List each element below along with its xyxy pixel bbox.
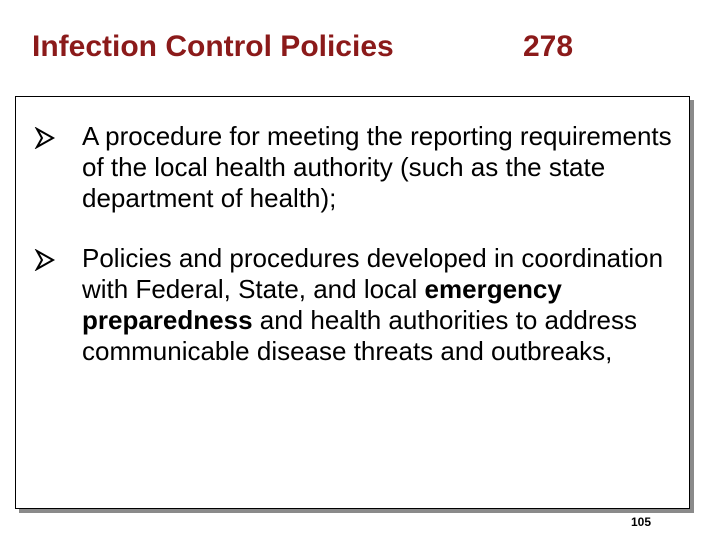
bullet-text-1: A procedure for meeting the reporting requirements of the local health authority (such as the state department of health); <box>82 121 672 213</box>
arrowhead-bullet-icon <box>34 249 56 271</box>
page-number: 105 <box>631 515 652 529</box>
bullet-text-2-emphasis: emergency preparedness <box>82 274 562 335</box>
bullet-text-2-part-2: and health authorities to address communicable disease threats and outbreaks, <box>82 305 638 366</box>
content-box <box>15 96 690 509</box>
slide-title: Infection Control Policies <box>32 30 394 63</box>
slide-title-number: 278 <box>523 30 574 63</box>
bullet-text-2 <box>82 243 692 367</box>
bullet-item-2 <box>34 243 684 413</box>
arrowhead-bullet-icon <box>34 127 56 149</box>
bullet-item-1 <box>34 121 684 221</box>
bullet-text-2-part-1: Policies and procedures developed in coordination with Federal, State, and local <box>82 243 664 304</box>
